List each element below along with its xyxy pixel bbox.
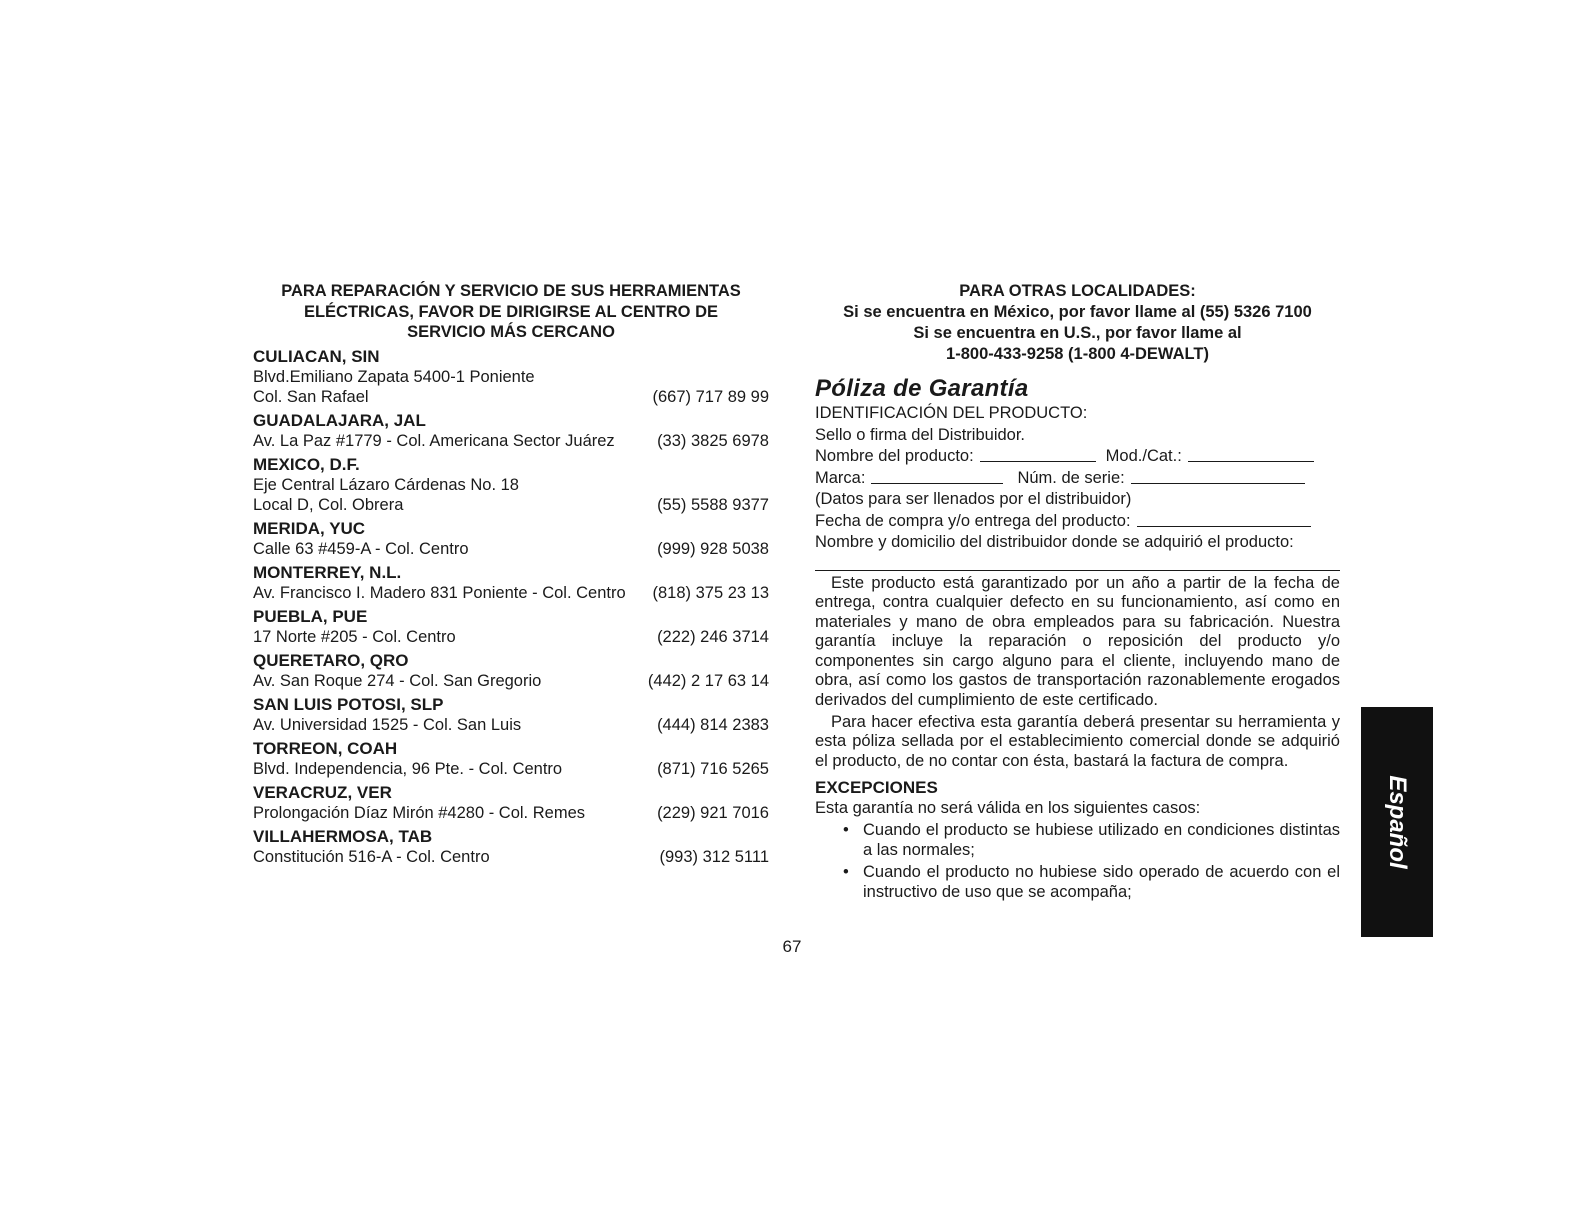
heading-line: PARA OTRAS LOCALIDADES:: [959, 282, 1196, 300]
location-phone: (222) 246 3714: [657, 627, 769, 646]
serial-blank: [1131, 468, 1305, 484]
location-line: [253, 759, 769, 779]
heading-line: 1-800-433-9258 (1-800 4-DEWALT): [946, 345, 1209, 363]
location-phone: (871) 716 5265: [657, 759, 769, 778]
location-city: MONTERREY, N.L.: [253, 562, 402, 582]
location-line: [253, 539, 769, 559]
purchase-date-row: [815, 511, 1340, 533]
model-label: Mod./Cat.:: [1105, 447, 1182, 465]
location-phone: (667) 717 89 99: [652, 387, 769, 406]
product-name-row: [815, 446, 1340, 468]
location-address: Prolongación Díaz Mirón #4280 - Col. Remes: [253, 803, 585, 822]
list-item: [815, 862, 1340, 902]
page-number: 67: [782, 937, 802, 956]
list-item-text: Cuando el producto no hubiese sido operado de acuerdo con el instructivo de uso que se acompaña;: [863, 862, 1340, 901]
location-city: CULIACAN, SIN: [253, 346, 380, 366]
location-phone: (442) 2 17 63 14: [647, 671, 769, 690]
location-phone: (818) 375 23 13: [652, 583, 769, 602]
warranty-paragraph-1: Este producto está garantizado por un año a partir de la fecha de entrega, contra cualquier defecto en su funcionamiento, así como en materiales y mano de obra empleados para su fabricación. Nuestra garantía incluye la reparación o reposición del producto y/o componentes sin cargo alguno para el cliente, incluyendo mano de obra, así como los gastos de transportación razonablemente erogados derivados del cumplimiento de este certificado.: [815, 573, 1340, 710]
location-line: [253, 627, 769, 647]
location-address: 17 Norte #205 - Col. Centro: [253, 627, 456, 646]
brand-row: [815, 468, 1340, 490]
location-phone: (33) 3825 6978: [657, 431, 769, 450]
location-phone: (999) 928 5038: [657, 539, 769, 558]
bullet-icon: •: [843, 820, 849, 839]
list-item: [815, 820, 1340, 860]
location-address: Av. La Paz #1779 - Col. Americana Sector Juárez: [253, 431, 615, 450]
side-tab-label: Español: [1384, 775, 1411, 869]
location-address: Blvd. Independencia, 96 Pte. - Col. Centro: [253, 759, 563, 778]
serial-label: Núm. de serie:: [1017, 468, 1125, 487]
language-side-tab: [1361, 707, 1433, 937]
location-city: VERACRUZ, VER: [253, 782, 392, 802]
distributor-note: (Datos para ser llenados por el distribuidor): [815, 490, 1132, 508]
purchase-date-label: Fecha de compra y/o entrega del producto:: [815, 511, 1131, 530]
location-address: Av. Francisco I. Madero 831 Poniente - Col. Centro: [253, 583, 626, 602]
location-address: Av. San Roque 274 - Col. San Gregorio: [253, 671, 542, 690]
distributor-address-blank: [815, 554, 1340, 571]
exceptions-intro: Esta garantía no será válida en los siguientes casos:: [815, 799, 1201, 818]
location-line: [253, 367, 769, 387]
location-line: [253, 803, 769, 823]
location-phone: (229) 921 7016: [657, 803, 769, 822]
location-city: GUADALAJARA, JAL: [253, 410, 426, 430]
location-line: [253, 431, 769, 451]
warranty-title: Póliza de Garantía: [815, 375, 1029, 402]
location-city: SAN LUIS POTOSI, SLP: [253, 694, 444, 714]
location-address: Constitución 516-A - Col. Centro: [253, 847, 490, 866]
location-city: QUERETARO, QRO: [253, 650, 409, 670]
location-city: PUEBLA, PUE: [253, 606, 368, 626]
heading-line: Si se encuentra en México, por favor llame al (55) 5326 7100: [843, 303, 1312, 321]
location-phone: (55) 5588 9377: [657, 495, 769, 514]
service-heading-line: ELÉCTRICAS, FAVOR DE DIRIGIRSE AL CENTRO DE: [303, 302, 719, 321]
warranty-paragraph-2: Para hacer efectiva esta garantía deberá presentar su herramienta y esta póliza sellada por el establecimiento comercial donde se adquirió el producto, de no contar con ésta, bastará la factura de compra.: [815, 712, 1340, 770]
location-phone: (993) 312 5111: [659, 847, 769, 866]
exceptions-list: [815, 820, 1340, 902]
product-name-blank: [980, 446, 1096, 462]
location-line: [253, 847, 769, 867]
location-line: [253, 387, 769, 407]
warranty-column: [815, 281, 1340, 902]
service-centers-column: [253, 281, 769, 867]
bullet-icon: •: [843, 862, 849, 881]
product-name-label: Nombre del producto:: [815, 447, 974, 465]
location-address: Calle 63 #459-A - Col. Centro: [253, 539, 469, 558]
exceptions-heading: EXCEPCIONES: [815, 778, 938, 798]
location-line: [253, 715, 769, 735]
list-item-text: Cuando el producto se hubiese utilizado en condiciones distintas a las normales;: [863, 820, 1340, 859]
service-heading-line: SERVICIO MÁS CERCANO: [407, 323, 615, 341]
location-line: [253, 495, 769, 515]
location-city: VILLAHERMOSA, TAB: [253, 826, 433, 846]
distributor-seal-line: Sello o firma del Distribuidor.: [815, 425, 1026, 444]
distributor-address-label: Nombre y domicilio del distribuidor donde se adquirió el producto:: [815, 533, 1294, 551]
location-city: MERIDA, YUC: [253, 518, 366, 538]
location-address: Eje Central Lázaro Cárdenas No. 18: [253, 475, 519, 494]
location-address: Blvd.Emiliano Zapata 5400-1 Poniente: [253, 367, 535, 386]
heading-line: Si se encuentra en U.S., por favor llame al: [913, 324, 1242, 342]
location-line: [253, 671, 769, 691]
location-phone: (444) 814 2383: [657, 715, 769, 734]
location-address: Col. San Rafael: [253, 387, 369, 406]
brand-label: Marca:: [815, 468, 866, 487]
brand-blank: [871, 468, 1003, 484]
other-locations-heading: [815, 281, 1340, 365]
location-line: [253, 583, 769, 603]
model-blank: [1188, 446, 1314, 462]
location-address: Av. Universidad 1525 - Col. San Luis: [253, 715, 522, 734]
locations-list: [253, 347, 769, 867]
location-city: MEXICO, D.F.: [253, 454, 360, 474]
service-heading: [253, 281, 769, 343]
location-city: TORREON, COAH: [253, 738, 398, 758]
service-heading-line: PARA REPARACIÓN Y SERVICIO DE SUS HERRAMIENTAS: [281, 282, 741, 300]
location-line: [253, 475, 769, 495]
purchase-date-blank: [1137, 511, 1311, 527]
location-address: Local D, Col. Obrera: [253, 495, 404, 514]
product-identification: IDENTIFICACIÓN DEL PRODUCTO:: [815, 404, 1088, 422]
